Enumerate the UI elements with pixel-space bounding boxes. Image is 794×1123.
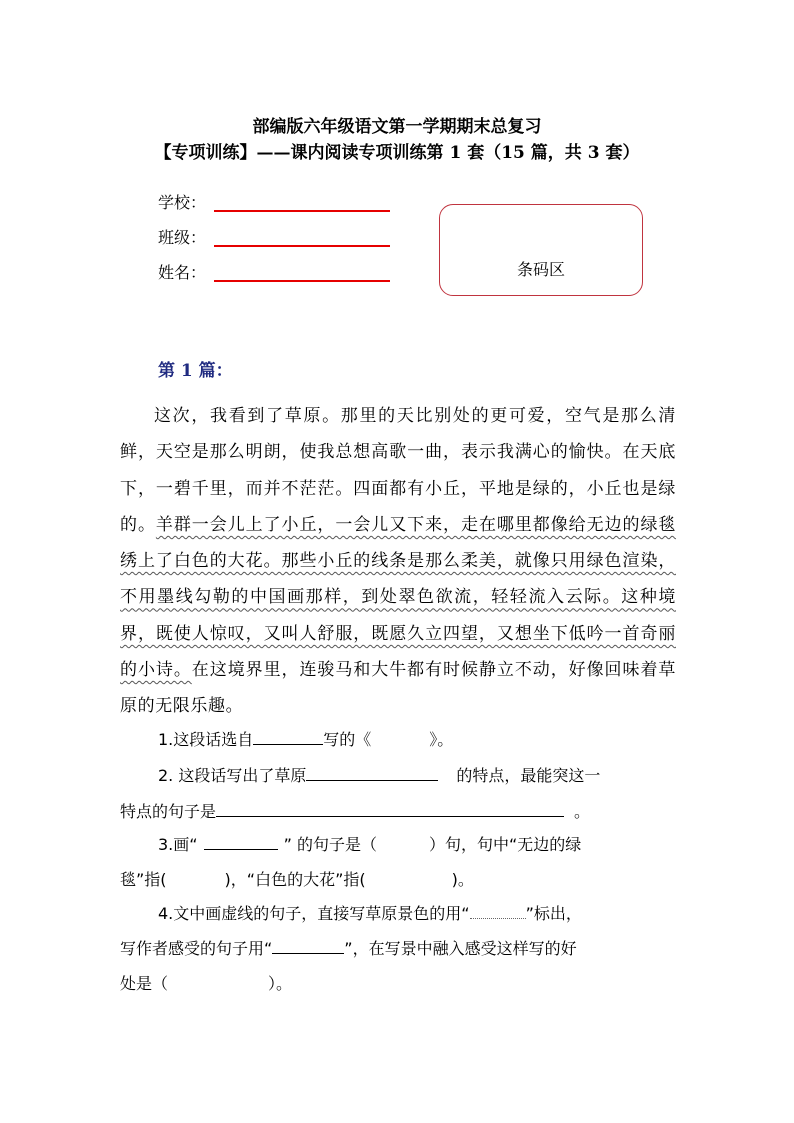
q2-text-a: 2. 这段话写出了草原: [158, 766, 307, 785]
barcode-area: [439, 204, 643, 296]
q4-text-b: ”标出，: [525, 904, 582, 923]
q4-text-f: ）。: [268, 974, 293, 993]
question-3-line-1: [158, 827, 718, 863]
q1-text-b: 写的《: [323, 730, 372, 749]
class-field[interactable]: [214, 245, 390, 247]
q3-text-d: 毯”指(: [120, 870, 167, 889]
q3-text-c: ）句，句中“无边的绿: [428, 835, 582, 854]
passage-text-1: 这次，我看到了草原。那里的天比别处的更可爱，空气是那么清鲜，天空是那么明朗，使我总想高歌一曲，表示我满心的愉快。在天底下，一碧千里，而并不茫茫。四面都有小丘，平地是绿的，小丘也是绿的。: [120, 406, 676, 535]
page-subtitle: 【专项训练】——课内阅读专项训练第 1 套（15 篇，共 3 套）: [154, 143, 640, 163]
q3-blank-1[interactable]: [204, 831, 278, 850]
q1-text-c: 》。: [429, 730, 454, 749]
q4-text-d: ”，在写景中融入感受这样写的好: [344, 939, 577, 958]
passage-text-2: 在这境界里，连骏马和大牛都有时候静立不动，好像回味着草原的无限乐趣。: [120, 660, 677, 717]
q2-blank-1[interactable]: [306, 762, 438, 781]
q3-text-e: )，“白色的大花”指(: [224, 870, 366, 889]
question-2-line-1: [158, 758, 718, 794]
barcode-label: 条码区: [516, 260, 565, 279]
question-1: [158, 722, 718, 758]
question-4-line-2: [120, 931, 680, 967]
question-3-line-2: [120, 862, 680, 898]
q4-text-a: 4.文中画虚线的句子，直接写草原景色的用“: [158, 904, 470, 923]
q3-text-a: 3.画“: [158, 835, 198, 854]
class-label: 班级：: [158, 228, 207, 247]
q2-text-d: 。: [574, 802, 591, 821]
q1-text-a: 1.这段话选自: [158, 730, 254, 749]
school-label: 学校：: [158, 193, 207, 212]
reading-passage: [120, 398, 676, 725]
question-4-line-3: [120, 966, 680, 1002]
q4-text-e: 处是（: [120, 974, 169, 993]
name-field[interactable]: [214, 280, 390, 282]
name-label: 姓名：: [158, 263, 207, 282]
q2-text-c: 特点的句子是: [120, 802, 217, 821]
school-field[interactable]: [214, 210, 390, 212]
page-title: 部编版六年级语文第一学期期末总复习: [252, 117, 542, 137]
section-heading: 第 1 篇：: [158, 361, 233, 381]
question-2-line-2: [120, 794, 680, 830]
question-4-line-1: [158, 896, 718, 932]
q1-blank-1[interactable]: [253, 726, 323, 745]
passage-wavy-text: 羊群一会儿上了小丘，一会儿又下来，走在哪里都像给无边的绿毯绣上了白色的大花。那些小丘的线条是那么柔美，就像只用绿色渲染，不用墨线勾勒的中国画那样，到处翠色欲流，轻轻流入云际。这种境界，既使人惊叹，又叫人舒服，既愿久立四望，又想坐下低吟一首奇丽的小诗。: [120, 514, 677, 681]
q4-blank-2[interactable]: [272, 935, 344, 954]
q2-text-b: 的特点，最能突这一: [456, 766, 601, 785]
q3-text-b: ” 的句子是（: [283, 835, 377, 854]
q4-text-c: 写作者感受的句子用“: [120, 939, 273, 958]
q3-text-f: )。: [451, 870, 474, 889]
q4-blank-1[interactable]: [470, 900, 526, 919]
q2-blank-2[interactable]: [216, 798, 564, 817]
